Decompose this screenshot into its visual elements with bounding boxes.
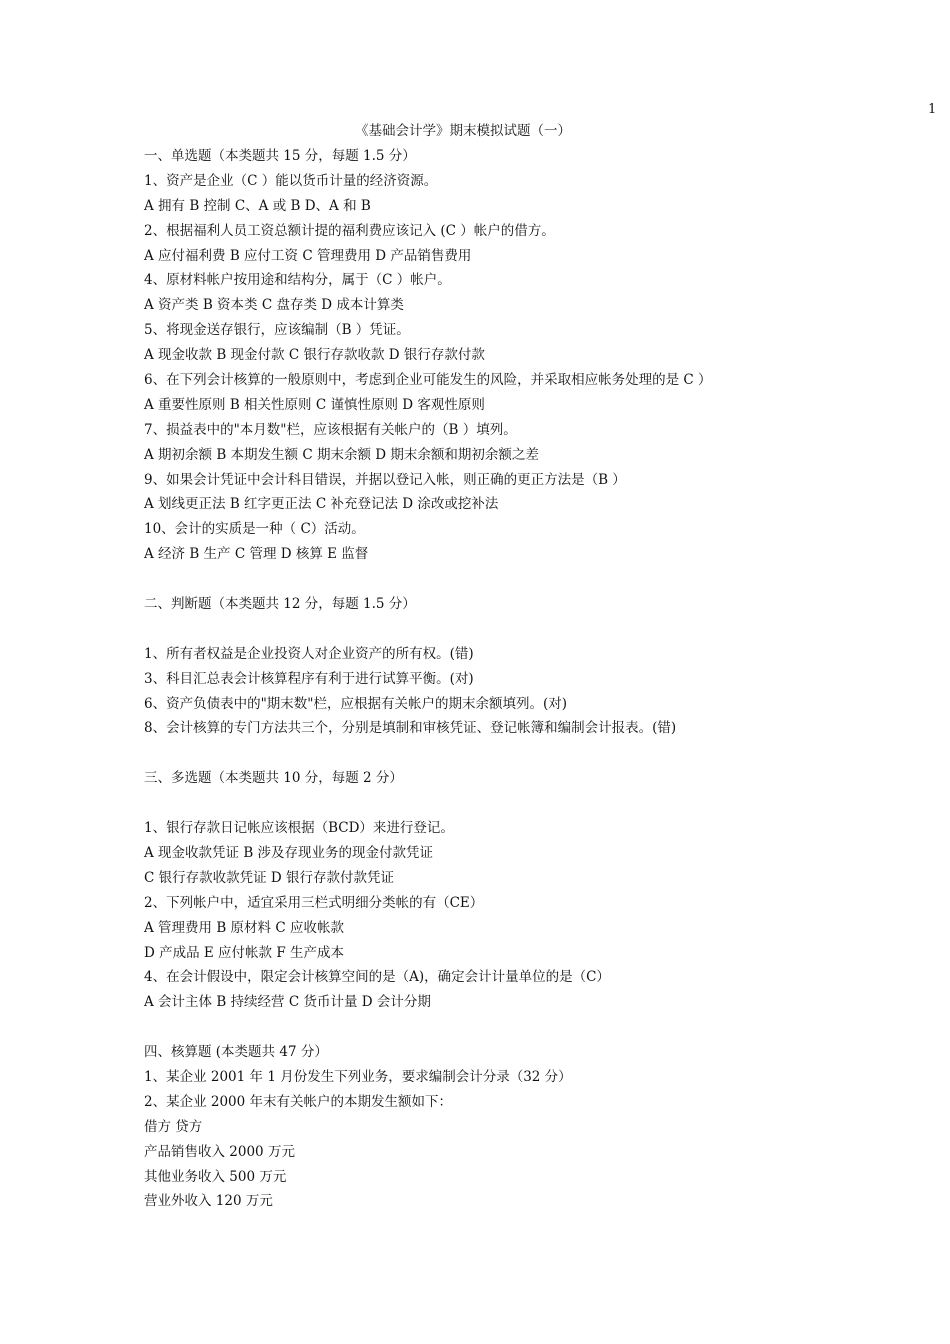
blank-line	[144, 617, 934, 642]
text-line: 1、资产是企业（C ）能以货币计量的经济资源。	[144, 172, 438, 189]
text-line: 借方 贷方	[144, 1118, 203, 1135]
text-line: 8、会计核算的专门方法共三个，分别是填制和审核凭证、登记帐簿和编制会计报表。(错)	[144, 720, 677, 737]
text-line: 营业外收入 120 万元	[144, 1193, 273, 1210]
text-line: 4、原材料帐户按用途和结构分，属于（C ）帐户。	[144, 272, 451, 289]
text-line: 1、某企业 2001 年 1 月份发生下列业务，要求编制会计分录（32 分）	[144, 1068, 572, 1085]
blank-line	[144, 791, 934, 816]
text-line: A 现金收款 B 现金付款 C 银行存款收款 D 银行存款付款	[144, 347, 485, 364]
text-line: 二、判断题（本类题共 12 分，每题 1.5 分）	[144, 596, 416, 613]
text-line: 10、会计的实质是一种（ C）活动。	[144, 521, 365, 538]
text-line: C 银行存款收款凭证 D 银行存款付款凭证	[144, 869, 395, 886]
text-line: 4、在会计假设中，限定会计核算空间的是（A)，确定会计计量单位的是（C）	[144, 969, 610, 986]
page-number: 1	[928, 102, 937, 117]
text-line: A 划线更正法 B 红字更正法 C 补充登记法 D 涂改或挖补法	[144, 496, 499, 513]
text-line: 1、银行存款日记帐应该根据（BCD）来进行登记。	[144, 820, 454, 837]
text-line: D 产成品 E 应付帐款 F 生产成本	[144, 944, 345, 961]
document-title: 《基础会计学》期末模拟试题（一）	[355, 123, 571, 139]
text-line: 三、多选题（本类题共 10 分，每题 2 分）	[144, 770, 403, 787]
text-line: A 期初余额 B 本期发生额 C 期末余额 D 期末余额和期初余额之差	[144, 446, 539, 463]
text-line: A 应付福利费 B 应付工资 C 管理费用 D 产品销售费用	[144, 247, 472, 264]
text-line: A 重要性原则 B 相关性原则 C 谨慎性原则 D 客观性原则	[144, 396, 485, 413]
text-line: 7、损益表中的"本月数"栏，应该根据有关帐户的（B ）填列。	[144, 421, 517, 438]
text-line: 其他业务收入 500 万元	[144, 1168, 287, 1185]
text-line: 3、科目汇总表会计核算程序有利于进行试算平衡。(对)	[144, 670, 474, 687]
text-line: 2、某企业 2000 年末有关帐户的本期发生额如下：	[144, 1093, 453, 1110]
text-line: 6、资产负债表中的"期末数"栏，应根据有关帐户的期末余额填列。(对)	[144, 695, 568, 712]
text-line: 9、如果会计凭证中会计科目错误，并据以登记入帐，则正确的更正方法是（B ）	[144, 471, 626, 488]
text-line: 5、将现金送存银行，应该编制（B ）凭证。	[144, 322, 410, 339]
text-line: 一、单选题（本类题共 15 分，每题 1.5 分）	[144, 148, 416, 164]
text-line: 产品销售收入 2000 万元	[144, 1143, 295, 1160]
text-line: 2、根据福利人员工资总额计提的福利费应该记入 (C ）帐户的借方。	[144, 222, 555, 239]
blank-line	[144, 1015, 934, 1040]
text-line: 2、下列帐户中，适宜采用三栏式明细分类帐的有（CE）	[144, 894, 484, 911]
text-line: A 现金收款凭证 B 涉及存现业务的现金付款凭证	[144, 844, 434, 861]
blank-line	[144, 741, 934, 766]
text-line: A 资产类 B 资本类 C 盘存类 D 成本计算类	[144, 297, 404, 314]
text-line: A 会计主体 B 持续经营 C 货币计量 D 会计分期	[144, 994, 431, 1011]
text-line: A 管理费用 B 原材料 C 应收帐款	[144, 919, 344, 936]
blank-line	[144, 567, 934, 592]
text-line: A 拥有 B 控制 C、A 或 B D、A 和 B	[144, 197, 371, 214]
text-line: 1、所有者权益是企业投资人对企业资产的所有权。(错)	[144, 645, 474, 662]
document-body	[144, 144, 934, 1214]
text-line: 四、核算题 (本类题共 47 分）	[144, 1044, 328, 1061]
text-line: 6、在下列会计核算的一般原则中，考虑到企业可能发生的风险，并采取相应帐务处理的是 C ）	[144, 372, 712, 389]
text-line: A 经济 B 生产 C 管理 D 核算 E 监督	[144, 546, 369, 563]
